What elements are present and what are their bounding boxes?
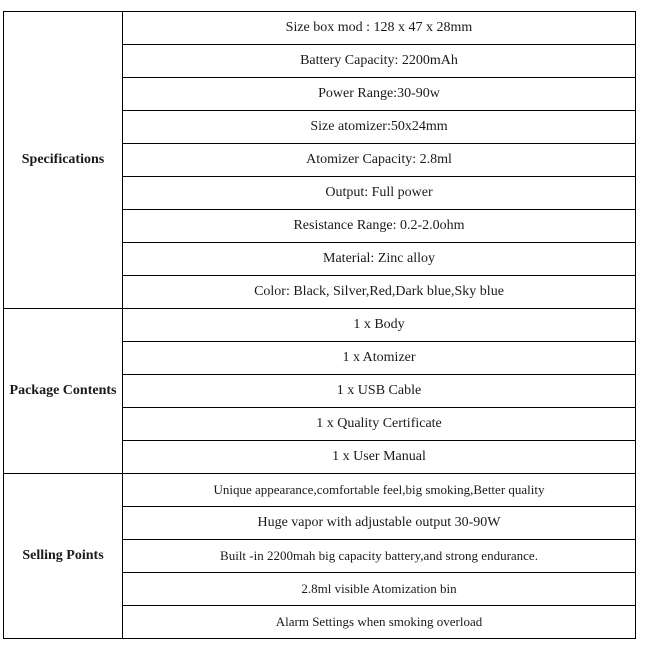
spec-resistance-range: Resistance Range: 0.2-2.0ohm bbox=[123, 210, 636, 243]
selling-point-alarm-settings: Alarm Settings when smoking overload bbox=[123, 606, 636, 639]
spec-size-box-mod: Size box mod : 128 x 47 x 28mm bbox=[123, 12, 636, 45]
spec-table-body bbox=[4, 12, 636, 639]
selling-point-huge-vapor: Huge vapor with adjustable output 30-90W bbox=[123, 507, 636, 540]
table-row bbox=[4, 309, 636, 342]
section-title-selling-points: Selling Points bbox=[4, 474, 123, 639]
spec-output: Output: Full power bbox=[123, 177, 636, 210]
product-spec-table bbox=[3, 11, 636, 639]
package-item-quality-certificate: 1 x Quality Certificate bbox=[123, 408, 636, 441]
spec-power-range: Power Range:30-90w bbox=[123, 78, 636, 111]
table-row bbox=[4, 12, 636, 45]
selling-point-atomization-bin: 2.8ml visible Atomization bin bbox=[123, 573, 636, 606]
spec-battery-capacity: Battery Capacity: 2200mAh bbox=[123, 45, 636, 78]
table-row bbox=[4, 474, 636, 507]
package-item-body: 1 x Body bbox=[123, 309, 636, 342]
spec-atomizer-capacity: Atomizer Capacity: 2.8ml bbox=[123, 144, 636, 177]
package-item-user-manual: 1 x User Manual bbox=[123, 441, 636, 474]
spec-size-atomizer: Size atomizer:50x24mm bbox=[123, 111, 636, 144]
section-title-specifications: Specifications bbox=[4, 12, 123, 309]
spec-color: Color: Black, Silver,Red,Dark blue,Sky blue bbox=[123, 276, 636, 309]
package-item-usb-cable: 1 x USB Cable bbox=[123, 375, 636, 408]
selling-point-battery: Built -in 2200mah big capacity battery,and strong endurance. bbox=[123, 540, 636, 573]
spec-material: Material: Zinc alloy bbox=[123, 243, 636, 276]
package-item-atomizer: 1 x Atomizer bbox=[123, 342, 636, 375]
section-title-package-contents: Package Contents bbox=[4, 309, 123, 474]
selling-point-appearance: Unique appearance,comfortable feel,big smoking,Better quality bbox=[123, 474, 636, 507]
